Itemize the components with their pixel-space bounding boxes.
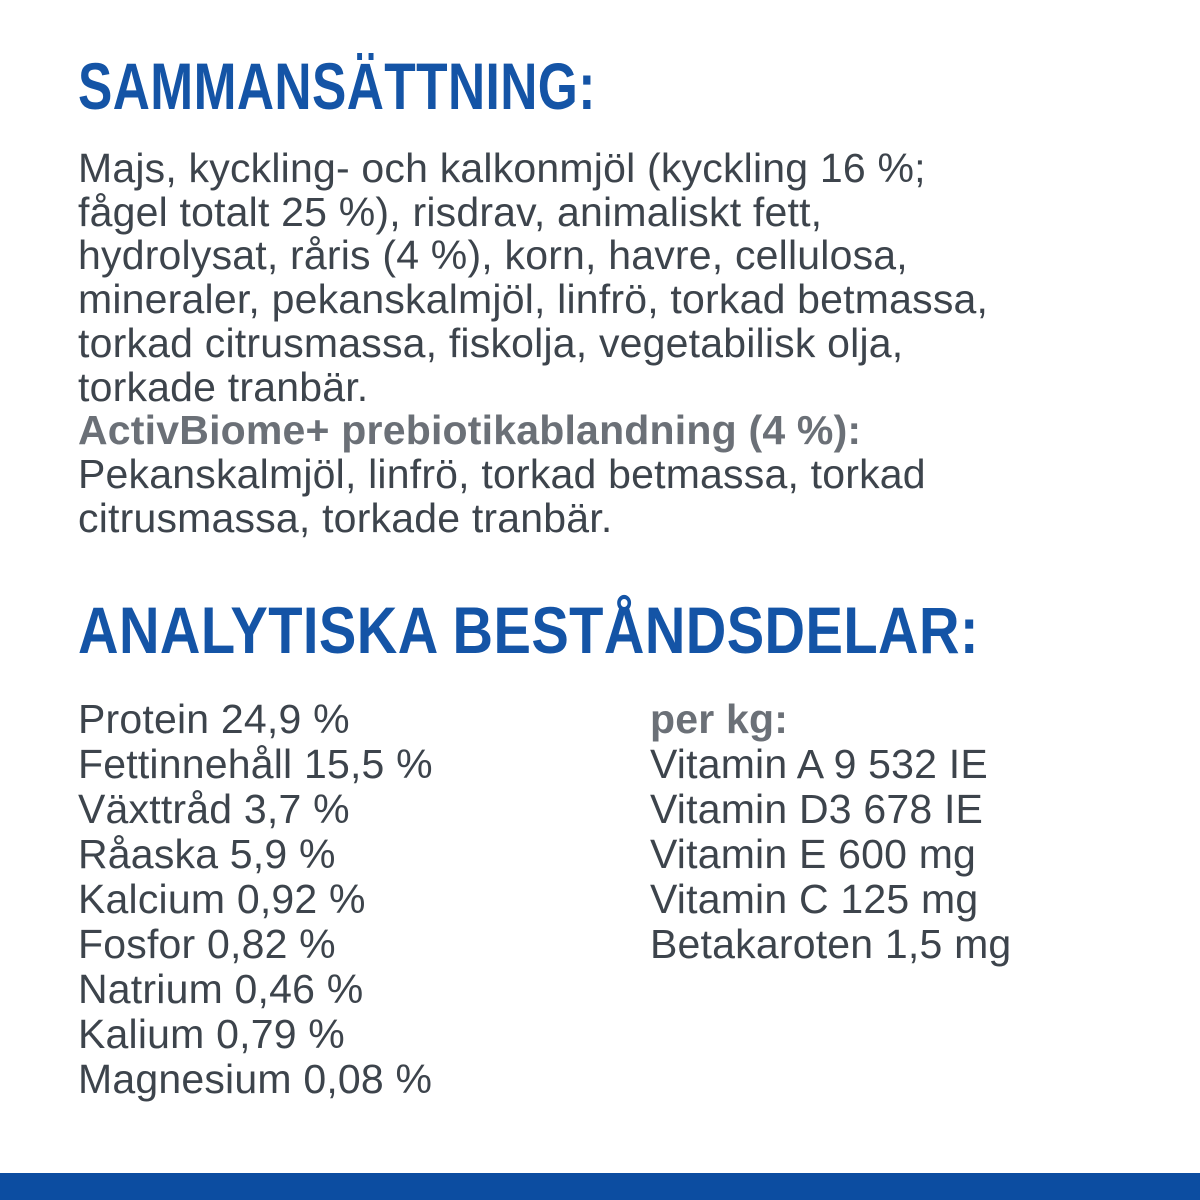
analysis-row: Råaska 5,9 % — [78, 831, 336, 877]
analysis-row: Protein 24,9 % — [78, 696, 350, 742]
ingredient-lines — [78, 147, 1158, 409]
analysis-right-column — [650, 697, 1011, 967]
bottom-blue-bar — [0, 1173, 1200, 1200]
vitamin-rows — [650, 742, 1011, 967]
composition-heading: SAMMANSÄTTNING: — [78, 49, 596, 123]
activbiome-subheading: ActivBiome+ prebiotikablandning (4 %): — [78, 407, 862, 454]
analysis-left-column — [78, 697, 433, 1102]
ingredient-line: torkad citrusmassa, fiskolja, vegetabilisk olja, — [78, 319, 904, 366]
analysis-heading: ANALYTISKA BESTÅNDSDELAR: — [78, 593, 979, 667]
analysis-row: Växttråd 3,7 % — [78, 786, 350, 832]
vitamin-row: Vitamin A 9 532 IE — [650, 741, 988, 787]
per-kg-header: per kg: — [650, 696, 789, 742]
activbiome-ingredient-lines — [78, 450, 1158, 541]
vitamin-row: Vitamin C 125 mg — [650, 876, 979, 922]
analysis-row: Kalium 0,79 % — [78, 1011, 345, 1057]
ingredient-line: mineraler, pekanskalmjöl, linfrö, torkad betmassa, — [78, 276, 989, 323]
ingredient-line: Pekanskalmjöl, linfrö, torkad betmassa, torkad — [78, 450, 926, 497]
vitamin-row: Betakaroten 1,5 mg — [650, 921, 1012, 967]
analysis-row: Natrium 0,46 % — [78, 966, 364, 1012]
analysis-row: Fettinnehåll 15,5 % — [78, 741, 433, 787]
vitamin-row: Vitamin D3 678 IE — [650, 786, 984, 832]
analysis-row: Kalcium 0,92 % — [78, 876, 366, 922]
ingredient-line: torkade tranbär. — [78, 363, 369, 410]
ingredient-line: fågel totalt 25 %), risdrav, animaliskt fett, — [78, 188, 823, 235]
composition-text — [78, 147, 1158, 540]
analysis-row: Fosfor 0,82 % — [78, 921, 336, 967]
vitamin-row: Vitamin E 600 mg — [650, 831, 977, 877]
analysis-row: Magnesium 0,08 % — [78, 1056, 433, 1102]
ingredient-line: hydrolysat, råris (4 %), korn, havre, cellulosa, — [78, 232, 908, 279]
ingredient-line: citrusmassa, torkade tranbär. — [78, 494, 613, 541]
ingredient-line: Majs, kyckling- och kalkonmjöl (kyckling 16 %; — [78, 145, 926, 191]
